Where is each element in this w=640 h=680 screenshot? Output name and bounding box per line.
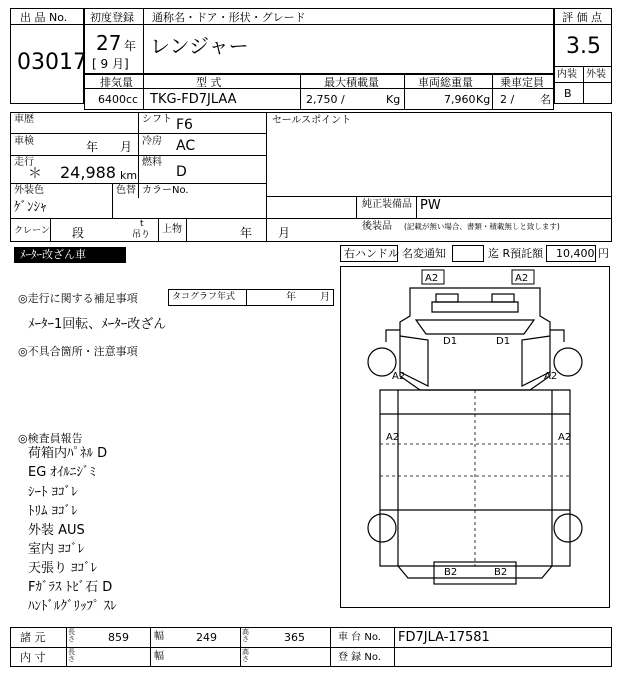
aftermarket-note: (記載が無い場合、書類・積載無しと致します) [404, 222, 560, 231]
lot-number: 03017 [17, 50, 87, 75]
lot-label: 出 品 No. [20, 11, 68, 24]
equipment-label: 純正装備品 [362, 199, 412, 210]
mileage-prefix: ＊ [28, 166, 42, 182]
history-label: 車歴 [14, 114, 34, 125]
car-name: レンジャー [150, 34, 249, 58]
first-reg-label: 初度登録 [90, 11, 134, 24]
deposit-unit: 円 [598, 247, 609, 260]
max-load-value: 2,750 / [306, 93, 345, 106]
shift-value: F6 [176, 117, 193, 133]
color-change-label: 色替 [116, 185, 136, 196]
crane-label: クレーン [14, 226, 50, 236]
width-value: 249 [196, 631, 217, 644]
damage-mark: A2 [515, 273, 529, 284]
name-change-label: 名変通知 [402, 247, 446, 260]
shift-label: シフト [142, 114, 172, 125]
displacement-value: 6400 [98, 93, 126, 106]
gross-weight-label: 車両総重量 [418, 76, 473, 89]
exterior-color-value: ｹﾞﾝｼｬ [14, 200, 47, 215]
damage-mark: A2 [544, 371, 558, 382]
displacement-unit: cc [126, 93, 139, 106]
interior-label: 内装 [557, 69, 577, 80]
sales-point-label: セールスポイント [272, 115, 352, 126]
inner-height-label: 高さ [242, 648, 249, 663]
inspector-label: ◎検査員報告 [18, 432, 83, 445]
width-label: 幅 [154, 631, 164, 642]
height-value: 365 [284, 631, 305, 644]
inspection-month: 月 [120, 140, 133, 154]
tachograph-year: 年 [286, 292, 296, 303]
year-unit: 年 [124, 39, 137, 53]
first-reg-month: [ 9 月] [92, 57, 129, 71]
crane-ton-top: t [140, 219, 144, 229]
exterior-color-label: 外装色 [14, 185, 44, 196]
defects-label: ◎不具合箇所・注意事項 [18, 345, 138, 358]
inspector-item: EG ｵｲﾙﾆｼﾞﾐ [28, 465, 96, 480]
length-label: 長さ [68, 628, 75, 643]
height-label: 高さ [242, 628, 249, 643]
upper-label: 上物 [162, 224, 182, 235]
aftermarket-label: 後装品 [362, 221, 392, 232]
inspection-label: 車検 [14, 136, 34, 147]
max-load-unit: Kg [386, 93, 401, 106]
score-value: 3.5 [566, 34, 601, 59]
first-reg-year: 27 [96, 31, 122, 55]
length-value: 859 [108, 631, 129, 644]
crane-ton: 吊り [132, 230, 151, 240]
inner-dimensions-label: 内 寸 [20, 651, 46, 664]
tachograph-month: 月 [320, 292, 330, 303]
gross-weight-value: 7,960 [444, 93, 476, 106]
registration-label: 登 録 No. [338, 652, 381, 663]
rhd-label: 右ハンドル [344, 247, 399, 260]
damage-mark: A2 [386, 432, 400, 443]
displacement-label: 排気量 [100, 76, 133, 89]
capacity-value: 2 / [500, 93, 515, 106]
model-value: TKG-FD7JLAA [150, 92, 237, 107]
crane-stage: 段 [72, 226, 85, 240]
mileage-label: 走行 [14, 157, 34, 168]
inner-length-label: 長さ [68, 648, 75, 663]
mileage-unit: km [120, 169, 138, 182]
driving-notes-label: ◎走行に関する補足事項 [18, 292, 138, 305]
inner-width-label: 幅 [154, 651, 164, 662]
interior-grade: B [564, 87, 572, 100]
inspector-item: 外装 AUS [28, 523, 85, 538]
chassis-label: 車 台 No. [338, 632, 381, 643]
expiry-label: 迄 R預託額 [488, 247, 544, 260]
inspection-year: 年 [86, 140, 99, 154]
damage-mark: D1 [443, 336, 458, 347]
damage-mark: A2 [425, 273, 439, 284]
fuel-label: 燃料 [142, 157, 162, 168]
inspector-item: ｼｰﾄ ﾖｺﾞﾚ [28, 485, 78, 500]
upper-month: 月 [278, 226, 291, 240]
meter-tampered-badge: ﾒｰﾀｰ改ざん車 [14, 247, 126, 263]
inspector-item: 天張り ﾖｺﾞﾚ [28, 561, 98, 576]
score-label: 評 価 点 [562, 11, 602, 24]
ac-label: 冷房 [142, 136, 162, 147]
ac-value: AC [176, 138, 196, 154]
damage-mark: D1 [496, 336, 511, 347]
max-load-label: 最大積載量 [324, 76, 379, 89]
capacity-unit: 名 [540, 93, 551, 106]
damage-mark: B2 [444, 567, 458, 578]
exterior-label: 外装 [586, 69, 606, 80]
inspector-item: Fｶﾞﾗｽ ﾄﾋﾞ石 D [28, 580, 113, 595]
damage-mark: B2 [494, 567, 508, 578]
name-change-box [452, 245, 484, 262]
inspector-item: ﾄﾘﾑ ﾖｺﾞﾚ [28, 504, 78, 519]
gross-weight-unit: Kg [476, 93, 491, 106]
damage-mark: A2 [558, 432, 572, 443]
fuel-value: D [176, 164, 187, 180]
color-no-label: カラーNo. [142, 185, 189, 196]
mileage-value: 24,988 [60, 163, 116, 182]
capacity-label: 乗車定員 [500, 76, 544, 89]
inspector-item: 荷箱内ﾊﾟﾈﾙ D [28, 446, 108, 461]
inspector-item: 室内 ﾖｺﾞﾚ [28, 542, 85, 557]
model-label: 型 式 [196, 76, 222, 89]
dimensions-label: 諸 元 [20, 631, 46, 644]
inspector-item: ﾊﾝﾄﾞﾙｸﾞﾘｯﾌﾟ ｽﾚ [28, 599, 117, 614]
tachograph-label: タコグラフ年式 [172, 292, 236, 302]
equipment-value: PW [420, 198, 441, 213]
name-label: 通称名・ドア・形状・グレード [152, 11, 306, 24]
driving-notes-text: ﾒｰﾀｰ1回転、ﾒｰﾀｰ改ざん [28, 317, 167, 332]
chassis-value: FD7JLA-17581 [398, 630, 490, 645]
damage-mark: A2 [392, 371, 406, 382]
deposit-value: 10,400 [556, 247, 595, 260]
upper-year: 年 [240, 226, 253, 240]
